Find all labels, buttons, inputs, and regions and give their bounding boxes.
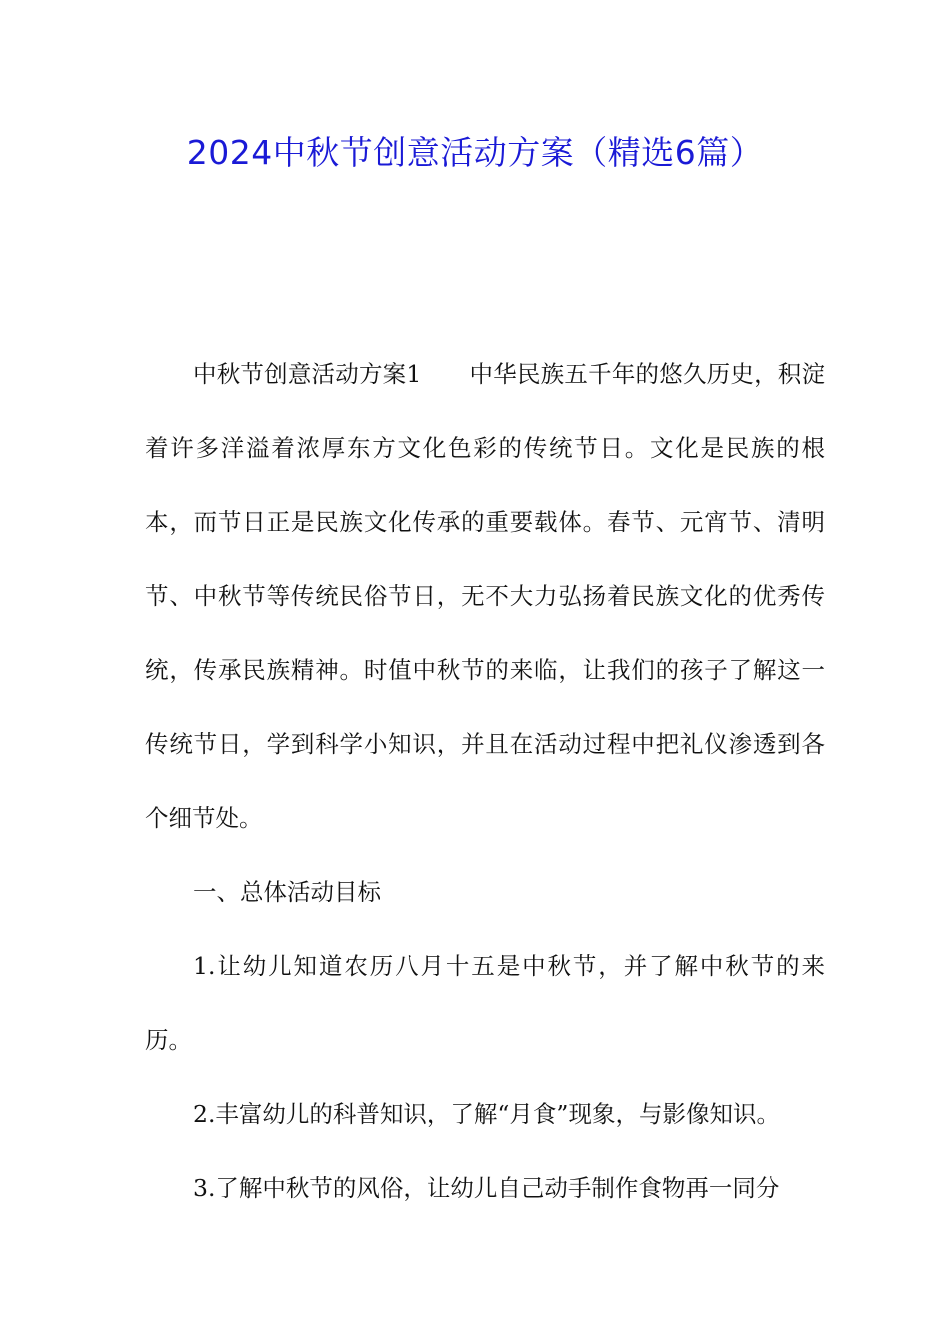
section-heading: 中秋节创意活动方案1 (193, 360, 422, 388)
document-title: 2024中秋节创意活动方案（精选6篇） (186, 133, 764, 172)
goal-item-3: 3.了解中秋节的风俗，让幼儿自己动手制作食物再一同分 (193, 1174, 780, 1202)
goal-item-2: 2.丰富幼儿的科普知识，了解“月食”现象，与影像知识。 (193, 1100, 780, 1128)
document-body (145, 337, 825, 1225)
intro-paragraph (145, 337, 825, 855)
intro-text: 中华民族五千年的悠久历史，积淀着许多洋溢着浓厚东方文化色彩的传统节日。文化是民族的根本，而节日正是民族文化传承的重要载体。春节、元宵节、清明节、中秋节等传统民俗节日，无不大力弘扬着民族文化的优秀传统，传承民族精神。时值中秋节的来临，让我们的孩子了解这一传统节日，学到科学小知识，并且在活动过程中把礼仪渗透到各个细节处。 (145, 360, 825, 832)
goal-item-1: 1.让幼儿知道农历八月十五是中秋节，并了解中秋节的来历。 (145, 952, 825, 1054)
goals-heading: 一、总体活动目标 (193, 878, 381, 906)
